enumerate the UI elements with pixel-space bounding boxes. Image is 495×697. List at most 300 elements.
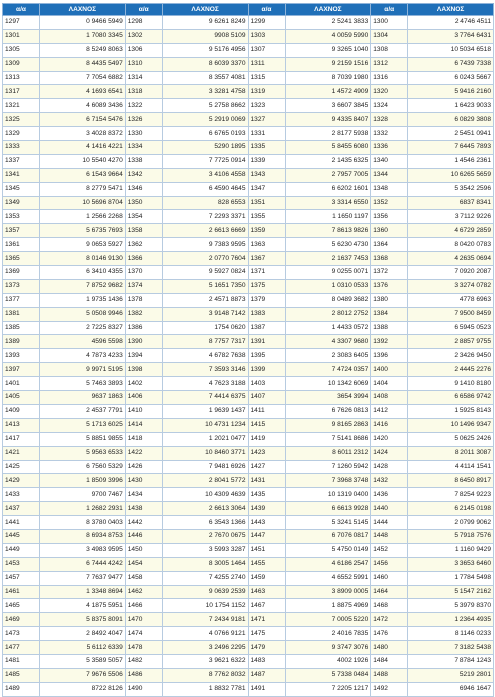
row-number-cell: 1486 bbox=[125, 668, 162, 682]
row-number-cell: 1375 bbox=[248, 279, 285, 293]
table-row bbox=[3, 418, 494, 432]
lachnos-cell: 2 0799 9062 bbox=[408, 516, 494, 530]
lachnos-cell: 8 7757 7317 bbox=[162, 335, 248, 349]
row-number-cell: 1359 bbox=[248, 224, 285, 238]
lachnos-cell: 10 1754 1152 bbox=[162, 599, 248, 613]
lachnos-cell: 2 4016 7835 bbox=[285, 627, 371, 641]
lachnos-cell: 1 4433 0572 bbox=[285, 321, 371, 335]
lachnos-cell: 3654 3994 bbox=[285, 391, 371, 405]
table-row bbox=[3, 16, 494, 30]
lachnos-cell: 9 5176 4956 bbox=[162, 43, 248, 57]
row-number-cell: 1492 bbox=[371, 682, 408, 696]
lachnos-cell: 4 3307 9680 bbox=[285, 335, 371, 349]
row-number-cell: 1489 bbox=[3, 682, 40, 696]
row-number-cell: 1322 bbox=[125, 99, 162, 113]
row-number-cell: 1384 bbox=[371, 307, 408, 321]
lachnos-cell: 3 5993 3287 bbox=[162, 543, 248, 557]
row-number-cell: 1369 bbox=[3, 266, 40, 280]
table-row bbox=[3, 349, 494, 363]
lachnos-cell: 8 6039 3370 bbox=[162, 57, 248, 71]
lachnos-cell: 8 0146 9130 bbox=[40, 252, 126, 266]
row-number-cell: 1343 bbox=[248, 168, 285, 182]
table-row bbox=[3, 585, 494, 599]
lachnos-cell: 7 9500 8459 bbox=[408, 307, 494, 321]
row-number-cell: 1353 bbox=[3, 210, 40, 224]
row-number-cell: 1439 bbox=[248, 502, 285, 516]
row-number-cell: 1427 bbox=[248, 460, 285, 474]
lachnos-cell: 4 6552 5991 bbox=[285, 571, 371, 585]
lachnos-cell: 2 4571 8873 bbox=[162, 293, 248, 307]
lachnos-cell: 10 6265 5659 bbox=[408, 168, 494, 182]
row-number-cell: 1434 bbox=[125, 488, 162, 502]
row-number-cell: 1311 bbox=[248, 57, 285, 71]
lachnos-cell: 8 6450 8917 bbox=[408, 474, 494, 488]
row-number-cell: 1342 bbox=[125, 168, 162, 182]
lachnos-cell: 6 0243 5667 bbox=[408, 71, 494, 85]
lachnos-cell: 9 5927 0824 bbox=[162, 266, 248, 280]
row-number-cell: 1418 bbox=[125, 432, 162, 446]
table-row bbox=[3, 571, 494, 585]
row-number-cell: 1435 bbox=[248, 488, 285, 502]
row-number-cell: 1487 bbox=[248, 668, 285, 682]
row-number-cell: 1410 bbox=[125, 404, 162, 418]
row-number-cell: 1367 bbox=[248, 252, 285, 266]
lachnos-cell: 1 6423 9033 bbox=[408, 99, 494, 113]
lottery-results-table bbox=[2, 3, 494, 697]
row-number-cell: 1328 bbox=[371, 113, 408, 127]
lachnos-cell: 4 1416 4221 bbox=[40, 141, 126, 155]
lachnos-cell: 7 7725 0914 bbox=[162, 154, 248, 168]
row-number-cell: 1391 bbox=[248, 335, 285, 349]
row-number-cell: 1372 bbox=[371, 266, 408, 280]
row-number-cell: 1485 bbox=[3, 668, 40, 682]
lachnos-cell: 3 4028 8372 bbox=[40, 127, 126, 141]
row-number-cell: 1326 bbox=[125, 113, 162, 127]
table-row bbox=[3, 432, 494, 446]
row-number-cell: 1431 bbox=[248, 474, 285, 488]
table-row bbox=[3, 196, 494, 210]
row-number-cell: 1307 bbox=[248, 43, 285, 57]
lachnos-cell: 6 7560 5329 bbox=[40, 460, 126, 474]
table-row bbox=[3, 404, 494, 418]
table-row bbox=[3, 377, 494, 391]
lachnos-cell: 2 8012 2752 bbox=[285, 307, 371, 321]
row-number-cell: 1337 bbox=[3, 154, 40, 168]
column-header-lachnos: ΛΑΧΝΟΣ bbox=[40, 4, 126, 16]
lachnos-cell: 3 9148 7142 bbox=[162, 307, 248, 321]
lachnos-cell: 8 0489 3682 bbox=[285, 293, 371, 307]
lachnos-cell: 9 0255 0071 bbox=[285, 266, 371, 280]
row-number-cell: 1338 bbox=[125, 154, 162, 168]
lachnos-cell: 5 6230 4730 bbox=[285, 238, 371, 252]
lachnos-cell: 5 8375 8091 bbox=[40, 613, 126, 627]
row-number-cell: 1304 bbox=[371, 29, 408, 43]
row-number-cell: 1357 bbox=[3, 224, 40, 238]
lachnos-cell: 5290 1895 bbox=[162, 141, 248, 155]
lachnos-cell: 6 7076 0817 bbox=[285, 529, 371, 543]
row-number-cell: 1426 bbox=[125, 460, 162, 474]
lachnos-cell: 7 8752 9682 bbox=[40, 279, 126, 293]
row-number-cell: 1394 bbox=[125, 349, 162, 363]
column-header-aa: α/α bbox=[371, 4, 408, 16]
row-number-cell: 1329 bbox=[3, 127, 40, 141]
row-number-cell: 1462 bbox=[125, 585, 162, 599]
column-header-aa: α/α bbox=[125, 4, 162, 16]
row-number-cell: 1438 bbox=[125, 502, 162, 516]
row-number-cell: 1383 bbox=[248, 307, 285, 321]
table-row bbox=[3, 210, 494, 224]
lachnos-cell: 4 7623 3188 bbox=[162, 377, 248, 391]
row-number-cell: 1379 bbox=[248, 293, 285, 307]
table-row bbox=[3, 668, 494, 682]
table-row bbox=[3, 99, 494, 113]
lachnos-cell: 9 2159 1516 bbox=[285, 57, 371, 71]
lachnos-cell: 4 7873 4233 bbox=[40, 349, 126, 363]
table-row bbox=[3, 599, 494, 613]
lachnos-cell: 2 4746 4511 bbox=[408, 16, 494, 30]
row-number-cell: 1381 bbox=[3, 307, 40, 321]
row-number-cell: 1401 bbox=[3, 377, 40, 391]
lachnos-cell: 5 4750 0149 bbox=[285, 543, 371, 557]
lachnos-cell: 8 3005 1464 bbox=[162, 557, 248, 571]
row-number-cell: 1425 bbox=[3, 460, 40, 474]
row-number-cell: 1444 bbox=[371, 516, 408, 530]
row-number-cell: 1398 bbox=[125, 363, 162, 377]
row-number-cell: 1350 bbox=[125, 196, 162, 210]
row-number-cell: 1467 bbox=[248, 599, 285, 613]
lachnos-cell: 1754 0620 bbox=[162, 321, 248, 335]
lachnos-cell: 9 0639 2539 bbox=[162, 585, 248, 599]
lachnos-cell: 7 7637 9477 bbox=[40, 571, 126, 585]
table-row bbox=[3, 460, 494, 474]
table-row bbox=[3, 71, 494, 85]
lachnos-cell: 4 6089 3436 bbox=[40, 99, 126, 113]
lachnos-cell: 1 8832 7781 bbox=[162, 682, 248, 696]
lachnos-cell: 5 3542 2596 bbox=[408, 182, 494, 196]
row-number-cell: 1456 bbox=[371, 557, 408, 571]
lachnos-cell: 7 3593 3146 bbox=[162, 363, 248, 377]
lachnos-cell: 2 4537 7791 bbox=[40, 404, 126, 418]
lachnos-cell: 5 3589 5057 bbox=[40, 654, 126, 668]
lachnos-cell: 2 3083 6405 bbox=[285, 349, 371, 363]
table-row bbox=[3, 182, 494, 196]
lachnos-cell: 10 1496 9347 bbox=[408, 418, 494, 432]
lachnos-cell: 5 9416 2160 bbox=[408, 85, 494, 99]
row-number-cell: 1395 bbox=[248, 349, 285, 363]
lachnos-cell: 7 7054 6882 bbox=[40, 71, 126, 85]
lachnos-cell: 2 7670 0675 bbox=[162, 529, 248, 543]
lachnos-cell: 2 1637 7453 bbox=[285, 252, 371, 266]
lachnos-cell: 8 2011 3087 bbox=[408, 446, 494, 460]
lachnos-cell: 2 3426 9450 bbox=[408, 349, 494, 363]
table-row bbox=[3, 57, 494, 71]
row-number-cell: 1430 bbox=[125, 474, 162, 488]
lachnos-cell: 7 5141 8686 bbox=[285, 432, 371, 446]
row-number-cell: 1323 bbox=[248, 99, 285, 113]
row-number-cell: 1396 bbox=[371, 349, 408, 363]
row-number-cell: 1411 bbox=[248, 404, 285, 418]
lachnos-cell: 8 6011 2312 bbox=[285, 446, 371, 460]
lachnos-cell: 6 7444 4242 bbox=[40, 557, 126, 571]
row-number-cell: 1440 bbox=[371, 502, 408, 516]
row-number-cell: 1387 bbox=[248, 321, 285, 335]
lachnos-cell: 7 9481 6926 bbox=[162, 460, 248, 474]
lachnos-cell: 3 7112 9226 bbox=[408, 210, 494, 224]
lachnos-cell: 9 7383 9595 bbox=[162, 238, 248, 252]
row-number-cell: 1429 bbox=[3, 474, 40, 488]
lachnos-cell: 5 7338 0484 bbox=[285, 668, 371, 682]
lachnos-cell: 2 5241 3833 bbox=[285, 16, 371, 30]
lachnos-cell: 1 3348 8694 bbox=[40, 585, 126, 599]
lachnos-cell: 6 6586 9742 bbox=[408, 391, 494, 405]
row-number-cell: 1306 bbox=[125, 43, 162, 57]
lachnos-cell: 6 2145 0198 bbox=[408, 502, 494, 516]
row-number-cell: 1448 bbox=[371, 529, 408, 543]
lachnos-cell: 7 8254 9223 bbox=[408, 488, 494, 502]
row-number-cell: 1475 bbox=[248, 627, 285, 641]
row-number-cell: 1309 bbox=[3, 57, 40, 71]
lachnos-cell: 6 4590 4645 bbox=[162, 182, 248, 196]
lachnos-cell: 5 9563 6533 bbox=[40, 446, 126, 460]
row-number-cell: 1483 bbox=[248, 654, 285, 668]
row-number-cell: 1354 bbox=[125, 210, 162, 224]
lachnos-cell: 1 1160 9429 bbox=[408, 543, 494, 557]
lachnos-cell: 5 8851 9855 bbox=[40, 432, 126, 446]
lachnos-cell: 6 7439 7338 bbox=[408, 57, 494, 71]
lachnos-cell: 1 7784 5498 bbox=[408, 571, 494, 585]
row-number-cell: 1356 bbox=[371, 210, 408, 224]
lachnos-cell: 8 6934 8753 bbox=[40, 529, 126, 543]
lachnos-cell: 1 0310 0533 bbox=[285, 279, 371, 293]
lachnos-cell: 9 4335 8407 bbox=[285, 113, 371, 127]
lachnos-cell: 7 4724 0357 bbox=[285, 363, 371, 377]
row-number-cell: 1364 bbox=[371, 238, 408, 252]
table-row bbox=[3, 307, 494, 321]
lachnos-cell: 3 4106 4558 bbox=[162, 168, 248, 182]
lachnos-cell: 2 8492 4047 bbox=[40, 627, 126, 641]
lachnos-cell: 5 1651 7350 bbox=[162, 279, 248, 293]
table-row bbox=[3, 627, 494, 641]
column-header-lachnos: ΛΑΧΝΟΣ bbox=[285, 4, 371, 16]
row-number-cell: 1457 bbox=[3, 571, 40, 585]
row-number-cell: 1325 bbox=[3, 113, 40, 127]
row-number-cell: 1437 bbox=[3, 502, 40, 516]
lachnos-cell: 6 6202 1601 bbox=[285, 182, 371, 196]
table-row bbox=[3, 321, 494, 335]
row-number-cell: 1452 bbox=[371, 543, 408, 557]
table-row bbox=[3, 488, 494, 502]
lachnos-cell: 2 7957 7005 bbox=[285, 168, 371, 182]
row-number-cell: 1334 bbox=[125, 141, 162, 155]
lachnos-cell: 6 0829 3808 bbox=[408, 113, 494, 127]
row-number-cell: 1392 bbox=[371, 335, 408, 349]
lachnos-cell: 8 3780 0403 bbox=[40, 516, 126, 530]
lachnos-cell: 10 4731 1234 bbox=[162, 418, 248, 432]
row-number-cell: 1340 bbox=[371, 154, 408, 168]
table-row bbox=[3, 557, 494, 571]
lachnos-cell: 7 8784 1243 bbox=[408, 654, 494, 668]
row-number-cell: 1443 bbox=[248, 516, 285, 530]
lachnos-cell: 4002 1926 bbox=[285, 654, 371, 668]
column-header-aa: α/α bbox=[3, 4, 40, 16]
lachnos-cell: 10 5696 8704 bbox=[40, 196, 126, 210]
lachnos-cell: 5 2919 0069 bbox=[162, 113, 248, 127]
lachnos-cell: 4 4114 1541 bbox=[408, 460, 494, 474]
lachnos-cell: 5 0508 9946 bbox=[40, 307, 126, 321]
row-number-cell: 1368 bbox=[371, 252, 408, 266]
row-number-cell: 1415 bbox=[248, 418, 285, 432]
table-row bbox=[3, 85, 494, 99]
table-row bbox=[3, 391, 494, 405]
lachnos-cell: 1 2364 4935 bbox=[408, 613, 494, 627]
row-number-cell: 1476 bbox=[371, 627, 408, 641]
lachnos-cell: 6 3543 1366 bbox=[162, 516, 248, 530]
row-number-cell: 1377 bbox=[3, 293, 40, 307]
lachnos-cell: 5 1713 6025 bbox=[40, 418, 126, 432]
lachnos-cell: 9 1410 8180 bbox=[408, 377, 494, 391]
lachnos-cell: 3 3281 4758 bbox=[162, 85, 248, 99]
row-number-cell: 1400 bbox=[371, 363, 408, 377]
lachnos-cell: 1 2682 2931 bbox=[40, 502, 126, 516]
row-number-cell: 1298 bbox=[125, 16, 162, 30]
row-number-cell: 1417 bbox=[3, 432, 40, 446]
table-row bbox=[3, 654, 494, 668]
row-number-cell: 1413 bbox=[3, 418, 40, 432]
lachnos-cell: 2 6613 6669 bbox=[162, 224, 248, 238]
lachnos-cell: 4 6782 7638 bbox=[162, 349, 248, 363]
row-number-cell: 1362 bbox=[125, 238, 162, 252]
lachnos-cell: 1 2566 2268 bbox=[40, 210, 126, 224]
row-number-cell: 1330 bbox=[125, 127, 162, 141]
lachnos-cell: 2 1435 6325 bbox=[285, 154, 371, 168]
table-row bbox=[3, 474, 494, 488]
lachnos-cell: 5 8455 6080 bbox=[285, 141, 371, 155]
row-number-cell: 1320 bbox=[371, 85, 408, 99]
table-row bbox=[3, 516, 494, 530]
lachnos-cell: 6837 8341 bbox=[408, 196, 494, 210]
row-number-cell: 1373 bbox=[3, 279, 40, 293]
row-number-cell: 1376 bbox=[371, 279, 408, 293]
table-row bbox=[3, 543, 494, 557]
table-row bbox=[3, 279, 494, 293]
lachnos-cell: 6 3410 4355 bbox=[40, 266, 126, 280]
row-number-cell: 1301 bbox=[3, 29, 40, 43]
column-header-aa: α/α bbox=[248, 4, 285, 16]
lachnos-cell: 7 3182 5438 bbox=[408, 641, 494, 655]
lachnos-cell: 7 1260 5942 bbox=[285, 460, 371, 474]
lachnos-cell: 4 0766 9121 bbox=[162, 627, 248, 641]
lachnos-cell: 3 8909 0005 bbox=[285, 585, 371, 599]
table-row bbox=[3, 141, 494, 155]
row-number-cell: 1313 bbox=[3, 71, 40, 85]
row-number-cell: 1332 bbox=[371, 127, 408, 141]
lachnos-cell: 6 1543 9664 bbox=[40, 168, 126, 182]
row-number-cell: 1317 bbox=[3, 85, 40, 99]
lachnos-cell: 3 4983 9595 bbox=[40, 543, 126, 557]
row-number-cell: 1315 bbox=[248, 71, 285, 85]
lachnos-cell: 1 9735 1436 bbox=[40, 293, 126, 307]
row-number-cell: 1491 bbox=[248, 682, 285, 696]
lachnos-cell: 4 1693 6541 bbox=[40, 85, 126, 99]
row-number-cell: 1409 bbox=[3, 404, 40, 418]
row-number-cell: 1466 bbox=[125, 599, 162, 613]
lachnos-cell: 2 5451 0941 bbox=[408, 127, 494, 141]
lachnos-cell: 5 3979 8370 bbox=[408, 599, 494, 613]
row-number-cell: 1433 bbox=[3, 488, 40, 502]
lachnos-cell: 8 2779 5471 bbox=[40, 182, 126, 196]
table-row bbox=[3, 113, 494, 127]
lachnos-cell: 4 0059 5990 bbox=[285, 29, 371, 43]
lachnos-cell: 3 2496 2295 bbox=[162, 641, 248, 655]
row-number-cell: 1397 bbox=[3, 363, 40, 377]
table-row bbox=[3, 293, 494, 307]
row-number-cell: 1407 bbox=[248, 391, 285, 405]
row-number-cell: 1405 bbox=[3, 391, 40, 405]
row-number-cell: 1363 bbox=[248, 238, 285, 252]
row-number-cell: 1436 bbox=[371, 488, 408, 502]
row-number-cell: 1386 bbox=[125, 321, 162, 335]
row-number-cell: 1297 bbox=[3, 16, 40, 30]
row-number-cell: 1331 bbox=[248, 127, 285, 141]
lachnos-cell: 5 0625 2426 bbox=[408, 432, 494, 446]
row-number-cell: 1449 bbox=[3, 543, 40, 557]
lachnos-cell: 10 1319 0400 bbox=[285, 488, 371, 502]
lachnos-cell: 2 8857 9755 bbox=[408, 335, 494, 349]
row-number-cell: 1428 bbox=[371, 460, 408, 474]
lachnos-cell: 10 1342 6069 bbox=[285, 377, 371, 391]
row-number-cell: 1404 bbox=[371, 377, 408, 391]
lachnos-cell: 2 8177 5938 bbox=[285, 127, 371, 141]
lachnos-cell: 2 7225 8327 bbox=[40, 321, 126, 335]
lachnos-cell: 1 4546 2361 bbox=[408, 154, 494, 168]
table-row bbox=[3, 529, 494, 543]
row-number-cell: 1422 bbox=[125, 446, 162, 460]
lachnos-cell: 828 6553 bbox=[162, 196, 248, 210]
row-number-cell: 1445 bbox=[3, 529, 40, 543]
row-number-cell: 1474 bbox=[125, 627, 162, 641]
table-row bbox=[3, 502, 494, 516]
row-number-cell: 1473 bbox=[3, 627, 40, 641]
row-number-cell: 1321 bbox=[3, 99, 40, 113]
row-number-cell: 1455 bbox=[248, 557, 285, 571]
row-number-cell: 1450 bbox=[125, 543, 162, 557]
lachnos-cell: 10 8460 3771 bbox=[162, 446, 248, 460]
lachnos-cell: 1 8875 4969 bbox=[285, 599, 371, 613]
lachnos-cell: 2 4445 2276 bbox=[408, 363, 494, 377]
row-number-cell: 1339 bbox=[248, 154, 285, 168]
row-number-cell: 1421 bbox=[3, 446, 40, 460]
row-number-cell: 1424 bbox=[371, 446, 408, 460]
lachnos-cell: 2 0770 7604 bbox=[162, 252, 248, 266]
lachnos-cell: 10 5540 4270 bbox=[40, 154, 126, 168]
row-number-cell: 1319 bbox=[248, 85, 285, 99]
row-number-cell: 1352 bbox=[371, 196, 408, 210]
row-number-cell: 1477 bbox=[3, 641, 40, 655]
row-number-cell: 1471 bbox=[248, 613, 285, 627]
lachnos-cell: 7 2293 3371 bbox=[162, 210, 248, 224]
row-number-cell: 1374 bbox=[125, 279, 162, 293]
lachnos-cell: 6946 1647 bbox=[408, 682, 494, 696]
row-number-cell: 1458 bbox=[125, 571, 162, 585]
lachnos-cell: 5 2758 8662 bbox=[162, 99, 248, 113]
row-number-cell: 1344 bbox=[371, 168, 408, 182]
row-number-cell: 1480 bbox=[371, 641, 408, 655]
row-number-cell: 1393 bbox=[3, 349, 40, 363]
table-row bbox=[3, 43, 494, 57]
row-number-cell: 1308 bbox=[371, 43, 408, 57]
lachnos-cell: 7 4255 2740 bbox=[162, 571, 248, 585]
lachnos-cell: 10 4309 4639 bbox=[162, 488, 248, 502]
